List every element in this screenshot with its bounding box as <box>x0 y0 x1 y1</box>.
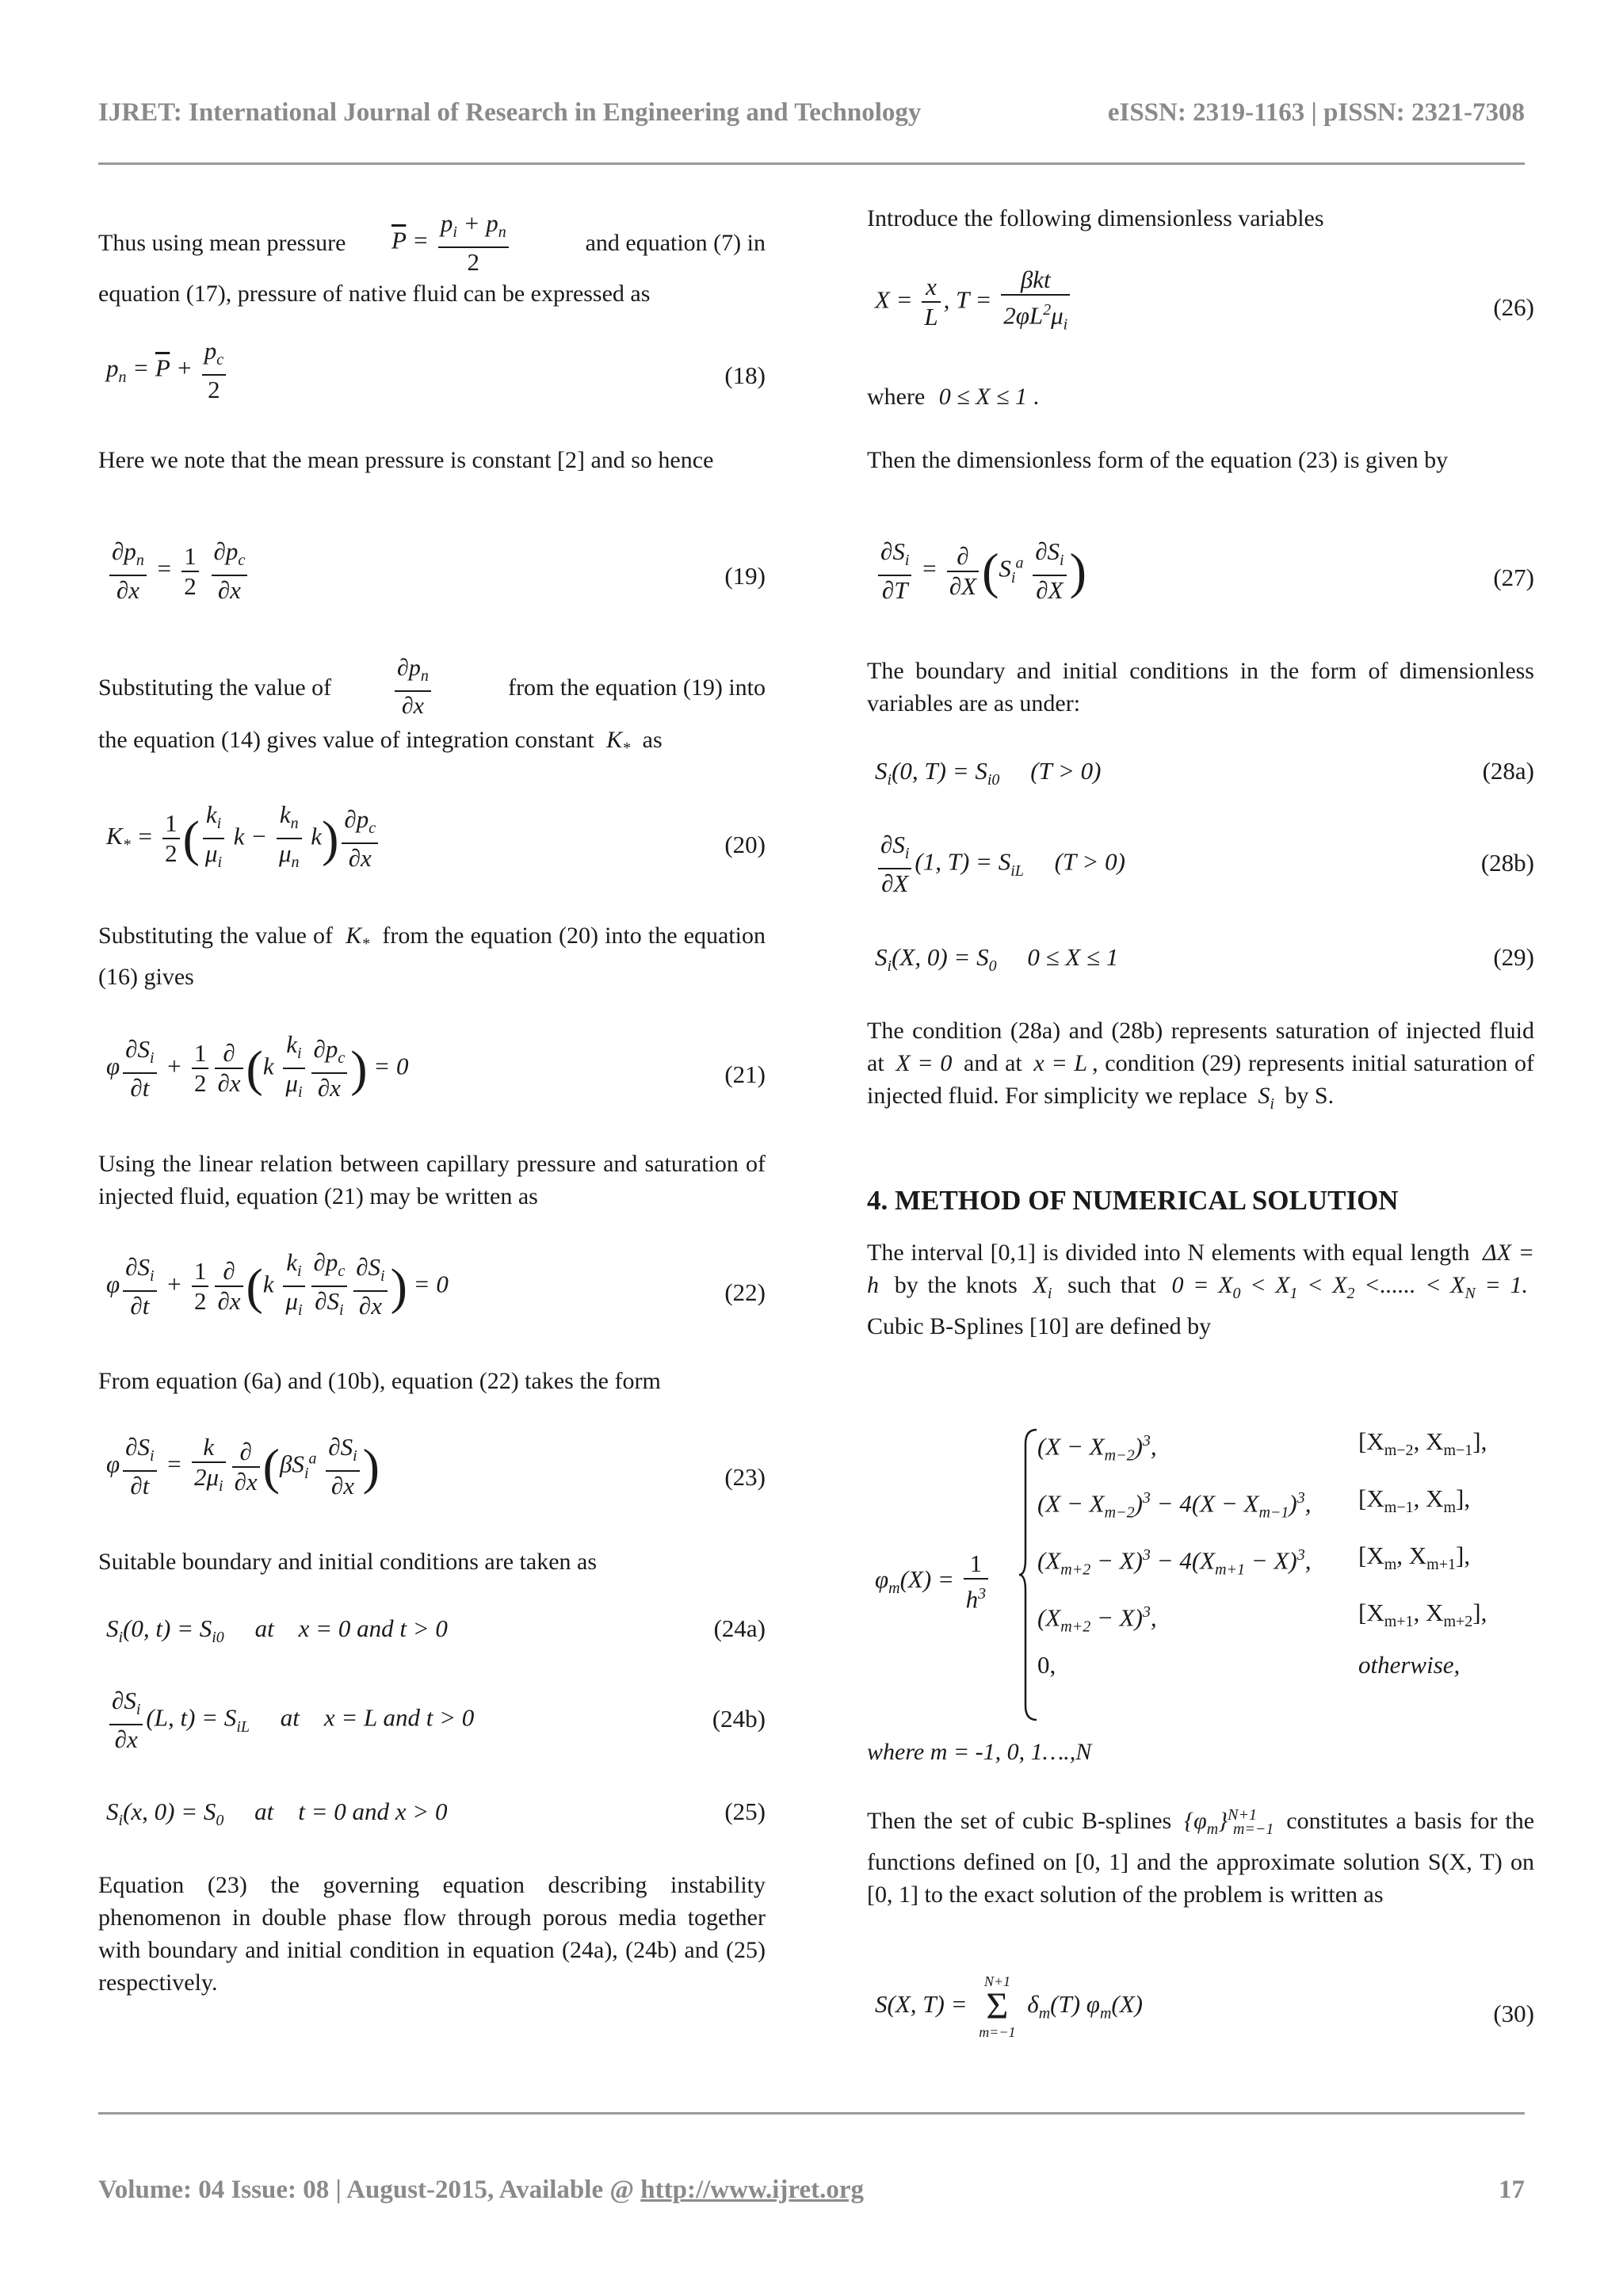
journal-title: IJRET: International Journal of Research in Engineering and Technology <box>98 98 922 127</box>
equation-28a: $S_i(0$, $T) = S_{i0}$ (T > 0) (28a) <box>875 757 1534 789</box>
paragraph-mean-constant: Here we note that the mean pressure is constant [2] and so hence <box>98 447 714 473</box>
paragraph-dimensionless-conditions: The boundary and initial conditions in the form of dimensionless variables are as under: <box>867 658 1534 716</box>
equation-mean-pressure: $\overline{P}$ = $\frac{p_i + p_n}{2}$ <box>391 209 512 277</box>
paragraph-basis: Then the set of cubic B-splines $\{\varphi_m\}^{N+1}_{m=-1}$ constitutes a basis for the functions defined on [0, 1] and the approximate solution S(X, T) on [0, 1] to the exact solution of the problem is written as <box>867 1806 1535 1908</box>
equation-30: S(X, T) = N+1 Σ m=−1 $\delta_m(T)$ $\varphi_m(X)$ (30) <box>875 1973 1534 2040</box>
equation-20: $K_*$ = $\frac{1}{2}$ ( $\frac{k_i}{\mu_i}$ k − $\frac{k_n}{\mu_n}$ k) $\frac{\partial p_c}{\partial x}$ (20) <box>106 800 766 872</box>
header-rule <box>98 162 1525 165</box>
paragraph-dimensionless: Introduce the following dimensionless variables <box>867 205 1324 231</box>
equation-19: $\frac{\partial p_n}{\partial x}$ = $\frac{1}{2}$ $\frac{\partial p_c}{\partial x}$ (19) <box>98 537 766 609</box>
equation-21: φ $\frac{\partial S_i}{\partial t}$ + $\frac{1}{2}$ $\frac{\partial}{\partial x}$ (k $\frac{k_i}{\mu_i}$ $\frac{\partial p_c}{\partial x}$ ) = 0 (21) <box>106 1030 766 1102</box>
paragraph-takes-form: From equation (6a) and (10b), equation (22) takes the form <box>98 1368 661 1394</box>
equation-24b: $\frac{\partial S_i}{\partial x}$ (L, $t) = S_{iL}$ at x = L and t > 0 (24b) <box>98 1687 766 1758</box>
paragraph-where-m: where m = -1, 0, 1….,N <box>867 1739 1092 1765</box>
equation-28b: $\frac{\partial S_i}{\partial X}$ (1, $T) = S_{iL}$ (T > 0) (28b) <box>867 831 1534 902</box>
equation-27: $\frac{\partial S_i}{\partial T}$ = $\frac{\partial}{\partial X}$ ($S_i^a$ $\frac{\partial S_i}{\partial X}$ ) (27) <box>867 537 1534 609</box>
page-footer <box>98 2176 1525 2207</box>
left-brace-icon <box>1018 1428 1038 1721</box>
paragraph-boundary-conditions: Suitable boundary and initial conditions are taken as <box>98 1549 598 1575</box>
footer-rule <box>98 2112 1525 2115</box>
equation-26: X = $\frac{x}{L}$ , T = $\frac{\text{βkt}}{2\varphi L^2\mu_i}$ (26) <box>875 266 1534 334</box>
page-number: 17 <box>1499 2176 1525 2204</box>
journal-link[interactable]: http://www.ijret.org <box>640 2176 864 2204</box>
paragraph-dimensionless-form: Then the dimensionless form of the equation (23) is given by <box>867 447 1449 473</box>
equation-b-spline-definition: $\varphi_m(X)$ = $\frac{1}{h^3}$ $(X - X_{m-2})^3$, [$X_{m-2}$, $X_{m-1}$], $(X - X_{m-2})^3 - 4(X - X_{m-1})^3$, [$X_{m-1}$, $X_m$], $(X_{m+2} - X)^3 - 4(X_{m+1} - X)^3$, [$X_m$, $X_{m+1}$], $(X_{m+2} - X)^3$, [$X_{m+1}$, $X_{m+2}$], 0, otherwise, <box>867 1419 1534 1720</box>
equation-23: φ $\frac{\partial S_i}{\partial t}$ = $\frac{k}{2\mu_i}$ $\frac{\partial}{\partial x}$ ($\beta S_i^a$ $\frac{\partial S_i}{\partial x}$ ) (23) <box>106 1433 766 1500</box>
paragraph-condition-represents: The condition (28a) and (28b) represents saturation of injected fluid at X = 0 and at x = L , condition (29) represents initial saturation of injected fluid. For simplicity we replace $S_i$ by S. <box>867 1018 1534 1113</box>
paragraph-substituting-1: Substituting the value of $\frac{\partial p_n}{\partial x}$ from the equation (19) into the equation (14) gives value of integration constant $K_*$ as <box>98 655 766 757</box>
page-header <box>98 98 1525 130</box>
paragraph-linear-relation: Using the linear relation between capillary pressure and saturation of injected fluid, equation (21) may be written as <box>98 1151 766 1209</box>
equation-18: $p_n = \overline{P}$ + $\frac{p_c}{2}$ (18) <box>106 337 766 404</box>
section-heading: 4. METHOD OF NUMERICAL SOLUTION <box>867 1185 1399 1216</box>
paragraph-mean-pressure: Thus using mean pressure $\overline{P}$ = $\frac{p_i + p_n}{2}$ and equation (7) in equation (17), pressure of native fluid can be expressed as <box>98 209 766 307</box>
issn: eISSN: 2319-1163 | pISSN: 2321-7308 <box>1107 98 1525 127</box>
equation-29: $S_i(X$, $0) = S_0$ 0 ≤ X ≤ 1 (29) <box>875 943 1534 976</box>
paragraph-interval: The interval [0,1] is divided into N elements with equal length ΔX = h by the knots $X_i$ such that $0 = X_0 < X_1 < X_2$ <...... < $X_N = 1$. Cubic B-Splines [10] are defined by <box>867 1240 1534 1339</box>
paragraph-substituting-2: Substituting the value of $K_*$ from the equation (20) into the equation (16) gives <box>98 923 766 990</box>
footer-volume: Volume: 04 Issue: 08 | August-2015, Available @ <box>98 2176 641 2204</box>
paragraph-governing-equation: Equation (23) the governing equation describing instability phenomenon in double phase flow through porous media together with boundary and initial condition in equation (24a), (24b) and (25) respectively. <box>98 1872 766 1996</box>
equation-25: $S_i(x$, $0) = S_0$ at t = 0 and x > 0 (25) <box>106 1797 766 1830</box>
paragraph-where-range: where 0 ≤ X ≤ 1 . <box>867 384 1040 410</box>
equation-24a: $S_i(0$, $t) = S_{i0}$ at x = 0 and t > 0 (24a) <box>106 1614 766 1647</box>
equation-22: φ $\frac{\partial S_i}{\partial t}$ + $\frac{1}{2}$ $\frac{\partial}{\partial x}$ (k $\frac{k_i}{\mu_i}$ $\frac{\partial p_c}{\partial S_i}$ $\frac{\partial S_i}{\partial x}$ ) = 0 (22) <box>106 1248 766 1320</box>
